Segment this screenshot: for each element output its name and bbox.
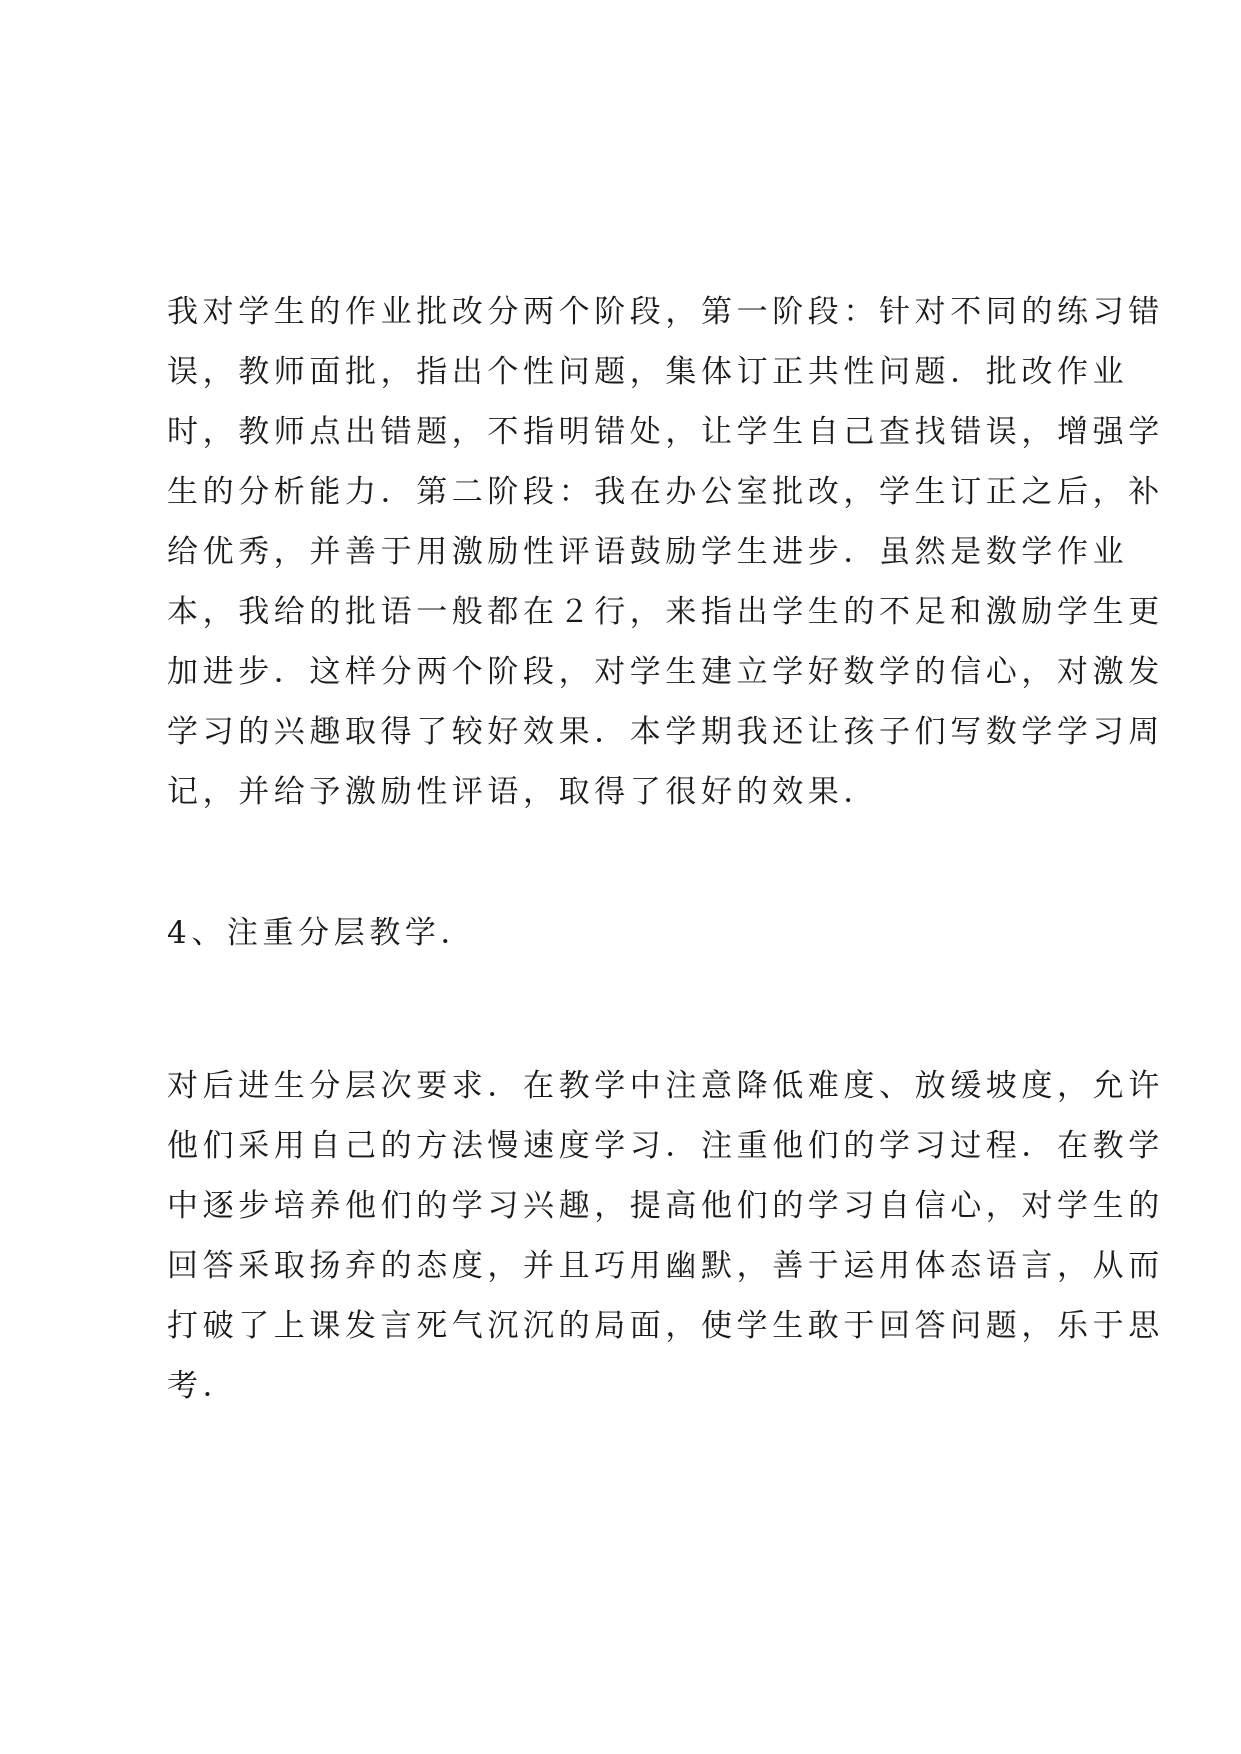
paragraph-2-line-4: 回答采取扬弃的态度，并且巧用幽默，善于运用体态语言，从而 bbox=[167, 1248, 1164, 1284]
paragraph-1-line-8: 学习的兴趣取得了较好效果．本学期我还让孩子们写数学学习周 bbox=[167, 714, 1164, 750]
paragraph-2-line-1: 对后进生分层次要求．在教学中注意降低难度、放缓坡度，允许 bbox=[167, 1068, 1164, 1104]
paragraph-1-line-7: 加进步．这样分两个阶段，对学生建立学好数学的信心，对激发 bbox=[167, 654, 1164, 690]
paragraph-1-line-3: 时，教师点出错题，不指明错处，让学生自己查找错误，增强学 bbox=[167, 414, 1164, 450]
paragraph-2-line-2: 他们采用自己的方法慢速度学习．注重他们的学习过程．在教学 bbox=[167, 1128, 1164, 1164]
paragraph-1-line-9: 记，并给予激励性评语，取得了很好的效果． bbox=[167, 774, 879, 810]
paragraph-2-line-5: 打破了上课发言死气沉沉的局面，使学生敢于回答问题，乐于思 bbox=[167, 1308, 1164, 1344]
paragraph-2-line-3: 中逐步培养他们的学习兴趣，提高他们的学习自信心，对学生的 bbox=[167, 1188, 1164, 1224]
paragraph-1-line-1: 我对学生的作业批改分两个阶段，第一阶段：针对不同的练习错 bbox=[167, 294, 1164, 330]
paragraph-2-line-6: 考． bbox=[167, 1368, 239, 1404]
paragraph-1-line-2: 误，教师面批，指出个性问题，集体订正共性问题．批改作业 bbox=[167, 354, 1129, 390]
section-heading-4: 4、注重分层教学． bbox=[167, 915, 477, 951]
paragraph-1-line-6: 本，我给的批语一般都在２行，来指出学生的不足和激励学生更 bbox=[167, 594, 1164, 630]
paragraph-1-line-5: 给优秀，并善于用激励性评语鼓励学生进步．虽然是数学作业 bbox=[167, 534, 1129, 570]
paragraph-1-line-4: 生的分析能力．第二阶段：我在办公室批改，学生订正之后，补 bbox=[167, 474, 1164, 510]
